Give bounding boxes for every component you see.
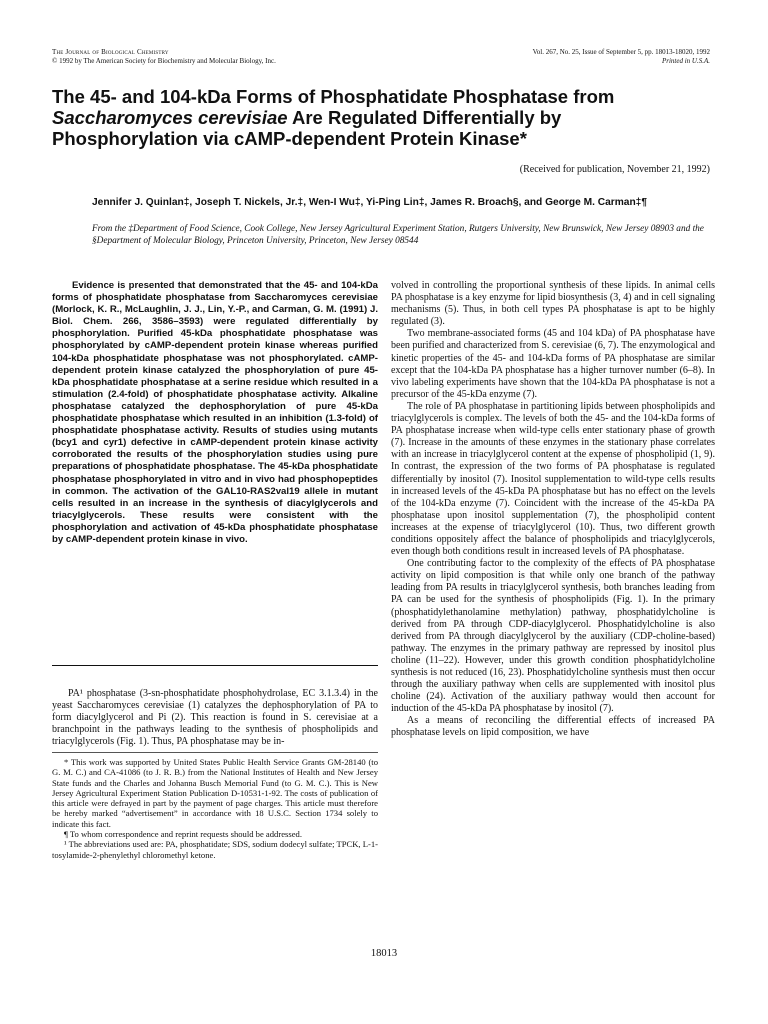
title-part-2: Are Regulated Differentially by Phosphorylation via cAMP-dependent Protein Kinase* bbox=[52, 107, 562, 149]
title-part-1: The 45- and 104-kDa Forms of Phosphatidate Phosphatase from bbox=[52, 86, 615, 107]
page-number: 18013 bbox=[370, 948, 398, 959]
title-organism: Saccharomyces cerevisiae bbox=[52, 107, 288, 128]
author-list: Jennifer J. Quinlan‡, Joseph T. Nickels, Jr.‡, Wen-I Wu‡, Yi-Ping Lin‡, James R. Broach§, and George M. Carman‡¶ bbox=[92, 197, 648, 208]
copyright: © 1992 by The American Society for Biochemistry and Molecular Biology, Inc. bbox=[52, 56, 276, 65]
abstract bbox=[52, 280, 378, 546]
right-paragraph-3: The role of PA phosphatase in partitioning lipids between phospholipids and triacylglycerols is complex. The levels of both the 45- and the 104-kDa forms of PA phosphatase increase when wild-type cells enter stationary phase of growth (7). Increase in the amounts of these enzymes in the stationary phase correlates with an increase in triacylglycerol content at the expense of phospholipid (1, 9). In contrast, the expression of the two forms of PA phosphatase is regulated differentially by inositol (7). Inositol supplementation to wild-type cells results in increased levels of the 45-kDa PA phosphatase but has no effect on the levels of the 104-kDa enzyme (7). Coincident with the increase of the 45-kDa PA phosphatase upon inositol supplementation (7), the phospholipid content increases at the expense of triacylglycerol (10). Thus, two different growth conditions oppositely affect the balance of phospholipids and triacylglycerols, even though both conditions result in increased levels of PA phosphatase. bbox=[391, 400, 715, 558]
volume-info: Vol. 267, No. 25, Issue of September 5, pp. 18013-18020, 1992 bbox=[532, 48, 710, 56]
right-paragraph-5: As a means of reconciling the differential effects of increased PA phosphatase levels on lipid composition, we have bbox=[391, 715, 715, 739]
article-title bbox=[52, 86, 712, 149]
right-paragraph-2: Two membrane-associated forms (45 and 104 kDa) of PA phosphatase have been purified and characterized from S. cerevisiae (6, 7). The enzymological and kinetic properties of the 45- and 104-kDa forms of PA phosphatase are similar except that the 104-kDa PA phosphatase has a higher turnover number (6–8). In vivo labeling experiments have shown that the 104-kDa PA phosphatase is not a precursor of the 45-kDa enzyme (7). bbox=[391, 328, 715, 400]
intro-paragraph: PA¹ phosphatase (3-sn-phosphatidate phosphohydrolase, EC 3.1.3.4) in the yeast Saccharomyces cerevisiae (1) catalyzes the dephosphorylation of PA to form diacylglycerol and Pi (2). This reaction is found in S. cerevisiae at a branchpoint in the pathways leading to the synthesis of phospholipids and triacylglycerols (Fig. 1). Thus, PA phosphatase may be in- bbox=[52, 688, 378, 748]
right-column bbox=[391, 280, 715, 740]
right-paragraph-1: volved in controlling the proportional synthesis of these lipids. In animal cells PA phosphatase is a key enzyme for lipid biosynthesis (3, 4) and in cell signaling mechanisms (5). Thus, in both cell types PA phosphatase is apt to be highly regulated (3). bbox=[391, 280, 715, 328]
running-header-left bbox=[52, 48, 276, 65]
footnotes bbox=[52, 757, 378, 860]
abstract-divider bbox=[52, 665, 378, 666]
printed-in: Printed in U.S.A. bbox=[661, 56, 710, 65]
footnote-correspondence: ¶ To whom correspondence and reprint requests should be addressed. bbox=[64, 829, 302, 840]
journal-name: The Journal of Biological Chemistry bbox=[52, 48, 169, 56]
introduction-left bbox=[52, 688, 378, 748]
received-date: (Received for publication, November 21, 1992) bbox=[519, 164, 710, 175]
abstract-text: Evidence is presented that demonstrated that the 45- and 104-kDa forms of phosphatidate phosphatase from Saccharomyces cerevisiae (Morlock, K. R., McLaughlin, J. J., Lin, Y.-P., and Carman, G. M. (1991) J. Biol. Chem. 266, 3586–3593) were regulated differentially by phosphorylation. Purified 45-kDa phosphatidate phosphatase was phosphorylated by cAMP-dependent protein kinase whereas purified 104-kDa phosphatidate phosphatase was not phosphorylated. cAMP-dependent protein kinase catalyzed the phosphorylation of pure 45-kDa phosphatidate phosphatase at a serine residue which resulted in a stimulation (2.4-fold) of phosphatidate phosphatase activity. Alkaline phosphatase catalyzed the dephosphorylation of pure 45-kDa phosphatidate phosphatase which resulted in an inhibition (1.3-fold) of phosphatidate phosphatase activity. Results of studies using mutants (bcy1 and cyr1) defective in cAMP-dependent protein kinase activity corroborated the results of the phosphorylation studies using pure preparations of phosphatidate phosphatase. The 45-kDa phosphatidate phosphatase phosphorylated in vitro and in vivo had phosphopeptides in common. The activation of the GAL10-RAS2val19 allele in mutant cells resulted in an increase in the synthesis of diacylglycerols and triacylglycerols. These results were consistent with the phosphorylation and activation of 45-kDa phosphatidate phosphatase by cAMP-dependent protein kinase in vivo. bbox=[52, 280, 378, 545]
affiliations: From the ‡Department of Food Science, Cook College, New Jersey Agricultural Experiment Station, Rutgers University, New Brunswick, New Jersey 08903 and the §Department of Molecular Biology, Princeton University, Princeton, New Jersey 08544 bbox=[92, 224, 704, 246]
footnote-divider bbox=[52, 752, 378, 753]
footnote-funding: * This work was supported by United States Public Health Service Grants GM-28140 (to G. M. C.) and CA-41086 (to J. R. B.) from the National Institutes of Health and New Jersey State funds and the Charles and Johanna Busch Memorial Fund (to G. M. C.). This is New Jersey Agricultural Experiment Station Publication D-10531-1-92. The costs of publication of this article were defrayed in part by the payment of page charges. This article must therefore be hereby marked “advertisement” in accordance with 18 U.S.C. Section 1734 solely to indicate this fact. bbox=[52, 757, 378, 829]
right-paragraph-4: One contributing factor to the complexity of the effects of PA phosphatase activity on lipid composition is that while only one branch of the pathway leading from PA results in triacylglycerol synthesis, both branches leading from PA can be used for the synthesis of phospholipids (Fig. 1). In the primary (phosphatidylethanolamine methylation) pathway, phosphatidylcholine is derived from PA through CDP-diacylglycerol. Phosphatidylcholine is also derived from PA through diacylglycerol by the auxiliary (CDP-choline-based) pathway. The enzymes in the primary pathway are repressed by inositol plus choline (11–22). However, under this growth condition phosphatidylcholine synthesis is not reduced (16, 23). Phosphatidylcholine synthesis must then occur through the auxiliary pathway when cells are supplemented with inositol plus choline (24). Activation of the auxiliary pathway would then account for induction of the 45-kDa PA phosphatase by inositol (7). bbox=[391, 558, 715, 715]
footnote-abbreviations: ¹ The abbreviations used are: PA, phosphatidate; SDS, sodium dodecyl sulfate; TPCK, L-1-tosylamide-2-phenylethyl chloromethyl ketone. bbox=[52, 839, 378, 860]
running-header-right bbox=[533, 48, 710, 65]
